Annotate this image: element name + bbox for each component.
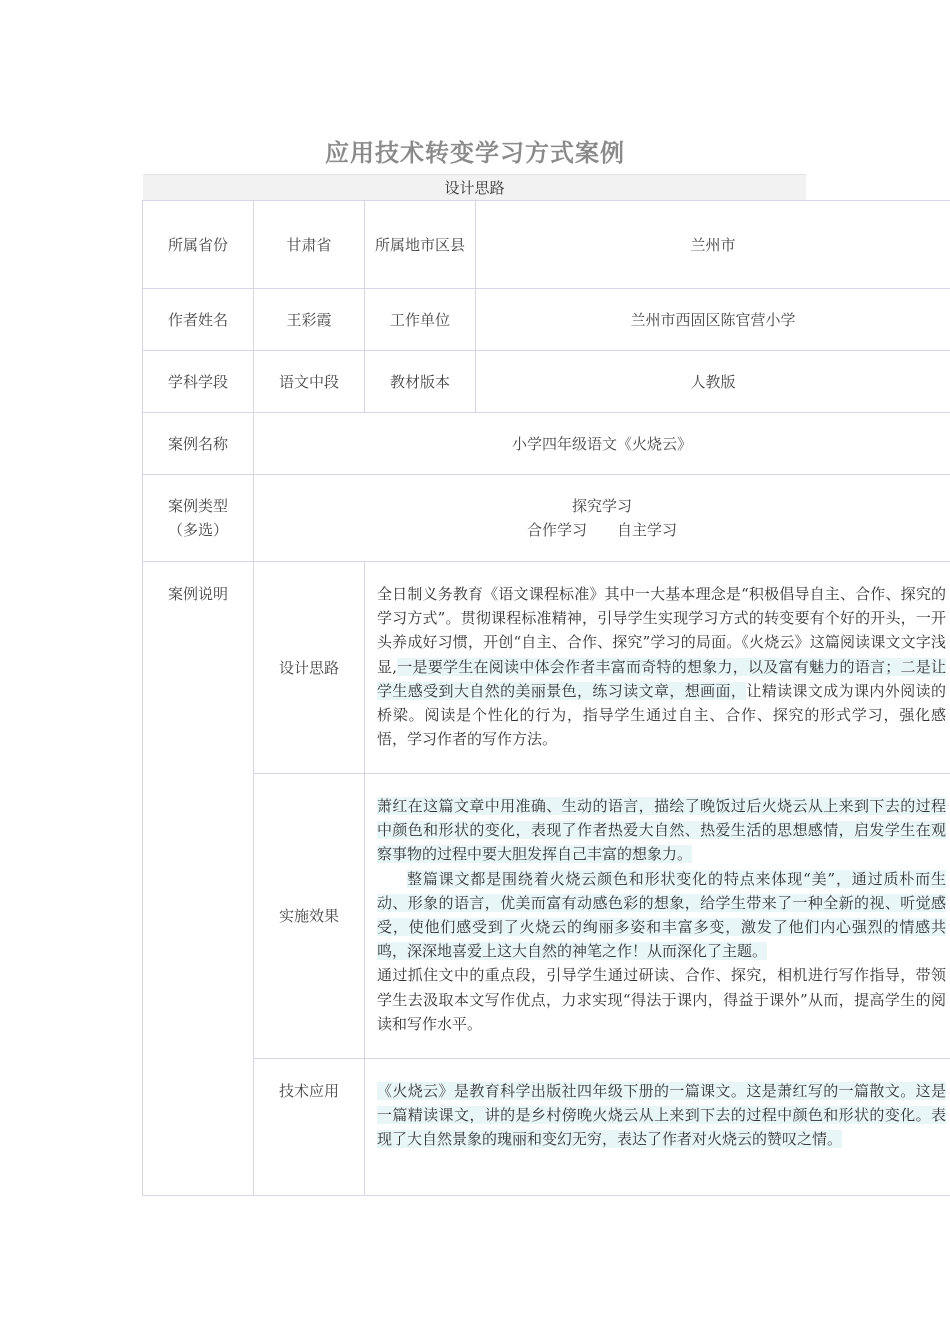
label-workplace: 工作单位 [365,289,476,351]
label-case-type-line2: （多选） [167,521,228,539]
effect-para1: 萧红在这篇文章中用准确、生动的语言，描绘了晚饭过后火烧云从上来到下去的过程中颜色和形状的变化，表现了作者热爱大自然、热爱生活的思想感情，启发学生在观察事物的过程中要大胆发挥自己丰富的想象力。 [377,797,946,864]
table-row [143,289,950,351]
table-row [143,1059,950,1196]
value-subject: 语文中段 [254,351,365,413]
label-textbook: 教材版本 [365,351,476,413]
effect-para3: 通过抓住文中的重点段，引导学生通过研读、合作、探究，相机进行写作指导，带领学生去汲取本文写作优点，力求实现“得法于课内，得益于课外”从而，提高学生的阅读和写作水平。 [377,966,946,1033]
table-row [143,475,950,562]
label-design: 设计思路 [254,562,365,774]
design-text [365,562,950,774]
table-row [143,774,950,1059]
label-city: 所属地市区县 [365,201,476,289]
value-province: 甘肃省 [254,201,365,289]
label-effect: 实施效果 [254,774,365,1059]
effect-para2: 整篇课文都是围绕着火烧云颜色和形状变化的特点来体现“美”，通过质朴而生动、形象的语言，优美而富有动感色彩的想象，给学生带来了一种全新的视、听觉感受，使他们感受到了火烧云的绚丽多姿和丰富多变，激发了他们内心强烈的情感共鸣，深深地喜爱上这大自然的神笔之作！从而深化了主题。 [377,869,946,961]
value-case-type [254,475,950,562]
table-row [143,562,950,774]
case-type-option-line1: 探究学习 [571,497,632,515]
label-subject: 学科学段 [143,351,254,413]
label-tech: 技术应用 [254,1059,365,1196]
case-info-table [142,200,950,1196]
value-workplace: 兰州市西固区陈官营小学 [476,289,950,351]
table-row [143,413,950,475]
label-case-desc: 案例说明 [143,562,254,1196]
table-row [143,351,950,413]
design-text-a: 全日制义务教育《语文课程标准》其中一大基本理念是“积极倡导自主、合作、探究的学习方式”。贯彻课程标准精神，引导学生实现学习方式的转变要有个好的开头，一开头养成好习惯，开创“自主、合作、探究”学习的局面。《火烧云》这篇阅读课文文字浅显, [377,585,946,676]
case-type-option-line2: 合作学习 自主学习 [526,521,677,539]
effect-text [365,774,950,1059]
label-case-name: 案例名称 [143,413,254,475]
value-case-name: 小学四年级语文《火烧云》 [254,413,950,475]
section-header: 设计思路 [143,174,806,201]
design-text-b: 一是要学生在阅读中体会作者丰富而奇特的想象力，以及富有魅力的语言；二是让学生感受到大自然的美丽景色，练习读文章，想画面， [377,657,946,700]
label-case-type [143,475,254,562]
tech-text-body: 《火烧云》是教育科学出版社四年级下册的一篇课文。这是萧红写的一篇散文。这是一篇精读课文，讲的是乡村傍晚火烧云从上来到下去的过程中颜色和形状的变化。表现了大自然景象的瑰丽和变幻无穷，表达了作者对火烧云的赞叹之情。 [377,1082,946,1149]
label-case-type-line1: 案例类型 [167,497,228,515]
value-author: 王彩霞 [254,289,365,351]
label-province: 所属省份 [143,201,254,289]
page-title: 应用技术转变学习方式案例 [325,139,625,167]
label-author: 作者姓名 [143,289,254,351]
value-textbook: 人教版 [476,351,950,413]
tech-text [365,1059,950,1196]
value-city: 兰州市 [476,201,950,289]
table-row [143,201,950,289]
design-text-c: 让精读课文成为课内外阅读的桥梁。阅读是个性化的行为，指导学生通过自主、合作、探究的形式学习，强化感悟，学习作者的写作方法。 [377,681,946,749]
